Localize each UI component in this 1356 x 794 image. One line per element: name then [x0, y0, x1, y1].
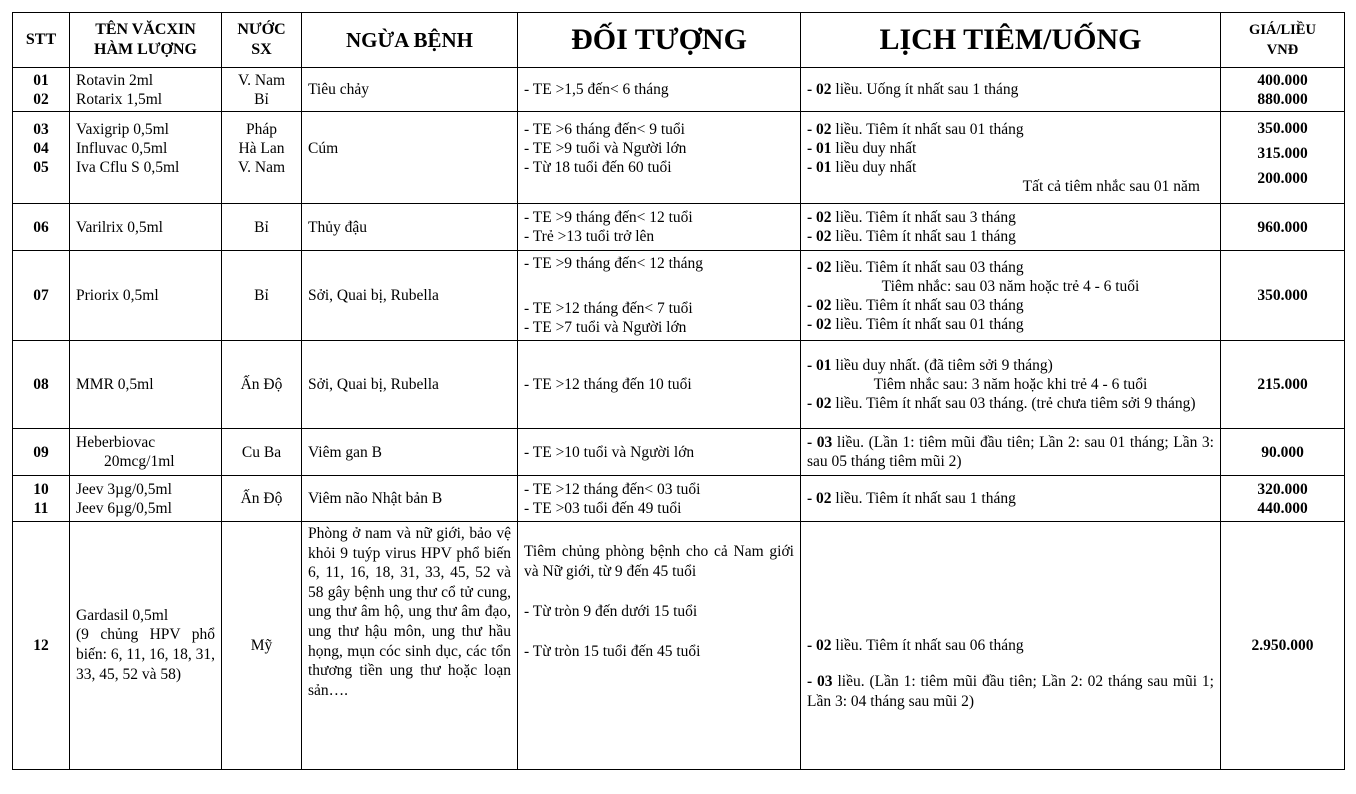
cell-target: [518, 68, 801, 112]
target-line: - TE >6 tháng đến< 9 tuổi: [524, 120, 685, 138]
schedule-line: [807, 296, 1214, 315]
target-line: - TE >9 tuổi và Người lớn: [524, 139, 687, 157]
cell-stt: 07: [13, 251, 70, 341]
schedule-text: liều. Tiêm ít nhất sau 06 tháng: [831, 637, 1024, 654]
cell-price: [1221, 68, 1345, 112]
dose-count: - 03: [807, 434, 833, 451]
header-country-line2: SX: [251, 41, 272, 58]
cell-country: [222, 112, 302, 204]
stt-value: 02: [33, 90, 49, 108]
target-line: - TE >1,5 đến< 6 tháng: [524, 81, 669, 98]
cell-stt: 12: [13, 522, 70, 770]
target-line: - TE >9 tháng đến< 12 tuổi: [524, 209, 693, 226]
header-vaccine-name-line1: TÊN VĂCXIN: [95, 21, 196, 38]
dose-count: - 01: [807, 139, 832, 157]
cell-country: Mỹ: [222, 522, 302, 770]
cell-vaccine-name: [70, 522, 222, 770]
target-line: - TE >9 tháng đến< 12 tháng: [524, 255, 704, 272]
dose-count: - 02: [807, 120, 832, 138]
cell-price: [1221, 112, 1345, 204]
cell-price: 960.000: [1221, 204, 1345, 251]
table-row: [13, 68, 1345, 112]
cell-disease: Sởi, Quai bị, Rubella: [302, 341, 518, 429]
target-line: Tiêm chủng phòng bệnh cho cả Nam giới và Nữ giới, từ 9 đến 45 tuổi: [524, 543, 794, 580]
schedule-line: [807, 139, 1214, 158]
dose-count: - 03: [807, 673, 833, 690]
target-line: - TE >12 tháng đến< 7 tuổi: [524, 300, 693, 317]
cell-disease: Phòng ở nam và nữ giới, bảo vệ khỏi 9 tuýp virus HPV phổ biến 6, 11, 16, 18, 31, 33, 45, 52 và 58 gây bệnh ung thư cổ tử cung, ung thư âm hộ, ung thư âm đạo, ung thư hậu môn, ung thư hầu họng, mụn cóc sinh dục, các tổn thương tiền ung thư hoặc loạn sản….: [302, 522, 518, 770]
cell-schedule: [801, 476, 1221, 522]
header-price: [1221, 13, 1345, 68]
cell-stt: [13, 476, 70, 522]
price: 350.000: [1257, 120, 1308, 137]
cell-stt: 09: [13, 429, 70, 476]
booster-note: Tiêm nhắc sau: 3 năm hoặc khi trẻ 4 - 6 tuổi: [873, 376, 1148, 393]
booster-note: Tiêm nhắc: sau 03 năm hoặc trẻ 4 - 6 tuổi: [881, 277, 1140, 295]
table-row: [13, 476, 1345, 522]
cell-target: [518, 112, 801, 204]
disease: Cúm: [308, 139, 339, 157]
dose-count: - 02: [807, 209, 832, 226]
cell-schedule: [801, 68, 1221, 112]
header-price-line1: GIÁ/LIỀU: [1249, 22, 1316, 38]
dose-count: - 02: [807, 637, 832, 654]
country: V. Nam: [237, 71, 286, 89]
price: 880.000: [1257, 90, 1308, 108]
vaccine-price-table: [12, 12, 1345, 770]
cell-vaccine-name: [70, 476, 222, 522]
header-disease: NGỪA BỆNH: [302, 13, 518, 68]
country: Hà Lan: [238, 139, 285, 157]
schedule-text: liều. Tiêm ít nhất sau 1 tháng: [831, 228, 1016, 245]
header-country: [222, 13, 302, 68]
cell-vaccine-name: Varilrix 0,5ml: [70, 204, 222, 251]
vaccine-name: Heberbiovac: [76, 434, 156, 451]
cell-target: [518, 429, 801, 476]
dose-count: - 02: [807, 296, 832, 314]
dose-count: - 02: [807, 395, 832, 412]
cell-schedule: [801, 341, 1221, 429]
cell-schedule: [801, 204, 1221, 251]
price: 320.000: [1257, 480, 1308, 498]
schedule-line: [807, 636, 1214, 656]
cell-target: [518, 476, 801, 522]
schedule-line: [807, 120, 1214, 139]
country: V. Nam: [237, 158, 286, 176]
cell-target: [518, 204, 801, 251]
vaccine-name: Influvac 0,5ml: [76, 139, 168, 157]
schedule-text: liều. Tiêm ít nhất sau 1 tháng: [831, 490, 1016, 507]
cell-country: Ấn Độ: [222, 476, 302, 522]
schedule-line: [807, 489, 1214, 508]
cell-vaccine-name: [70, 429, 222, 476]
cell-price: 90.000: [1221, 429, 1345, 476]
schedule-text: liều. Tiêm ít nhất sau 03 tháng. (trẻ chưa tiêm sởi 9 tháng): [831, 395, 1196, 412]
table-row: [13, 204, 1345, 251]
stt-value: 10: [33, 480, 49, 498]
header-vaccine-name-line2: HÀM LƯỢNG: [94, 41, 197, 58]
cell-disease: Viêm gan B: [302, 429, 518, 476]
schedule-text: liều. Tiêm ít nhất sau 03 tháng: [831, 296, 1024, 314]
vaccine-strains: (9 chủng HPV phổ biến: 6, 11, 16, 18, 31, 33, 45, 52 và 58): [76, 626, 215, 683]
schedule-line: [807, 258, 1214, 277]
cell-vaccine-name: Priorix 0,5ml: [70, 251, 222, 341]
target-line: - TE >12 tháng đến< 03 tuổi: [524, 480, 701, 498]
target-line: - TE >10 tuổi và Người lớn: [524, 443, 695, 461]
stt-value: 04: [33, 139, 49, 157]
cell-schedule: [801, 522, 1221, 770]
cell-schedule: [801, 429, 1221, 476]
cell-country: Bỉ: [222, 204, 302, 251]
header-country-line1: NƯỚC: [237, 21, 286, 38]
vaccine-dosage: 20mcg/1ml: [104, 453, 175, 470]
cell-price: [1221, 476, 1345, 522]
schedule-line: [807, 227, 1214, 246]
schedule-line: [807, 80, 1214, 99]
table-row: [13, 429, 1345, 476]
stt-value: 01: [33, 71, 49, 89]
vaccine-name: Jeev 6µg/0,5ml: [76, 499, 172, 517]
cell-disease: [302, 112, 518, 204]
price: 200.000: [1257, 170, 1308, 187]
schedule-text: liều. (Lần 1: tiêm mũi đầu tiên; Lần 2: 02 tháng sau mũi 1; Lần 3: 04 tháng sau mũi 2): [807, 673, 1214, 710]
cell-country: Cu Ba: [222, 429, 302, 476]
header-schedule: LỊCH TIÊM/UỐNG: [801, 13, 1221, 68]
price: 315.000: [1257, 145, 1308, 162]
cell-stt: 06: [13, 204, 70, 251]
schedule-line: [807, 356, 1214, 375]
table-row: [13, 341, 1345, 429]
cell-target: [518, 251, 801, 341]
cell-price: 350.000: [1221, 251, 1345, 341]
schedule-line: [807, 158, 1214, 177]
schedule-text: liều. Tiêm ít nhất sau 03 tháng: [831, 258, 1024, 276]
header-price-line2: VNĐ: [1266, 42, 1299, 58]
schedule-text: liều. Tiêm ít nhất sau 01 tháng: [831, 120, 1024, 138]
cell-country: Ấn Độ: [222, 341, 302, 429]
dose-count: - 01: [807, 158, 832, 176]
cell-vaccine-name: [70, 112, 222, 204]
schedule-text: liều. (Lần 1: tiêm mũi đầu tiên; Lần 2: sau 01 tháng; Lần 3: sau 05 tháng tiêm mũi 2): [807, 434, 1214, 470]
target-line: - Từ tròn 15 tuổi đến 45 tuổi: [524, 643, 701, 660]
schedule-line: [807, 208, 1214, 227]
vaccine-name: Vaxigrip 0,5ml: [76, 120, 169, 138]
cell-vaccine-name: MMR 0,5ml: [70, 341, 222, 429]
table-header-row: [13, 13, 1345, 68]
target-line: - Từ tròn 9 đến dưới 15 tuổi: [524, 603, 698, 620]
cell-price: 2.950.000: [1221, 522, 1345, 770]
cell-country: [222, 68, 302, 112]
cell-stt: 08: [13, 341, 70, 429]
stt-value: 11: [33, 499, 49, 517]
cell-schedule: [801, 112, 1221, 204]
schedule-text: liều duy nhất: [831, 158, 917, 176]
target-line: - Trẻ >13 tuổi trở lên: [524, 228, 655, 245]
cell-stt: [13, 112, 70, 204]
schedule-text: liều. Uống ít nhất sau 1 tháng: [831, 81, 1019, 98]
schedule-line: [807, 315, 1214, 334]
country: Bỉ: [254, 90, 269, 108]
target-line: - Từ 18 tuổi đến 60 tuổi: [524, 158, 672, 176]
dose-count: - 02: [807, 81, 832, 98]
dose-count: - 01: [807, 357, 832, 374]
vaccine-name: Rotarix 1,5ml: [76, 90, 163, 108]
cell-disease: Viêm não Nhật bản B: [302, 476, 518, 522]
booster-note: Tất cả tiêm nhắc sau 01 năm: [1022, 177, 1200, 195]
vaccine-name: Rotavin 2ml: [76, 71, 154, 89]
cell-price: 215.000: [1221, 341, 1345, 429]
table-row: [13, 251, 1345, 341]
cell-disease: Thủy đậu: [302, 204, 518, 251]
vaccine-name: Jeev 3µg/0,5ml: [76, 480, 172, 498]
vaccine-name: Iva Cflu S 0,5ml: [76, 158, 180, 176]
cell-country: Bỉ: [222, 251, 302, 341]
vaccine-name: Gardasil 0,5ml: [76, 607, 169, 624]
header-stt: STT: [13, 13, 70, 68]
price: 400.000: [1257, 71, 1308, 89]
target-line: - TE >03 tuổi đến 49 tuổi: [524, 499, 682, 517]
header-vaccine-name: [70, 13, 222, 68]
cell-disease: Sởi, Quai bị, Rubella: [302, 251, 518, 341]
table-row: [13, 522, 1345, 770]
table-row: [13, 112, 1345, 204]
schedule-text: liều duy nhất: [831, 139, 917, 157]
cell-disease: Tiêu chảy: [302, 68, 518, 112]
country: Pháp: [246, 120, 277, 138]
schedule-text: liều. Tiêm ít nhất sau 3 tháng: [831, 209, 1016, 226]
price: 440.000: [1257, 499, 1308, 517]
cell-schedule: [801, 251, 1221, 341]
dose-count: - 02: [807, 258, 832, 276]
schedule-line: [807, 434, 1214, 470]
header-target: ĐỐI TƯỢNG: [518, 13, 801, 68]
schedule-text: liều duy nhất. (đã tiêm sởi 9 tháng): [831, 357, 1053, 374]
target-line: - TE >12 tháng đến 10 tuổi: [524, 376, 692, 393]
dose-count: - 02: [807, 315, 832, 333]
dose-count: - 02: [807, 228, 832, 245]
cell-target: [518, 522, 801, 770]
schedule-line: [807, 394, 1214, 413]
dose-count: - 02: [807, 490, 832, 507]
schedule-text: liều. Tiêm ít nhất sau 01 tháng: [831, 315, 1024, 333]
cell-vaccine-name: [70, 68, 222, 112]
target-line: - TE >7 tuổi và Người lớn: [524, 319, 687, 336]
stt-value: 05: [33, 158, 49, 176]
stt-value: 03: [33, 120, 49, 138]
cell-target: [518, 341, 801, 429]
cell-stt: [13, 68, 70, 112]
schedule-line: [807, 672, 1214, 712]
